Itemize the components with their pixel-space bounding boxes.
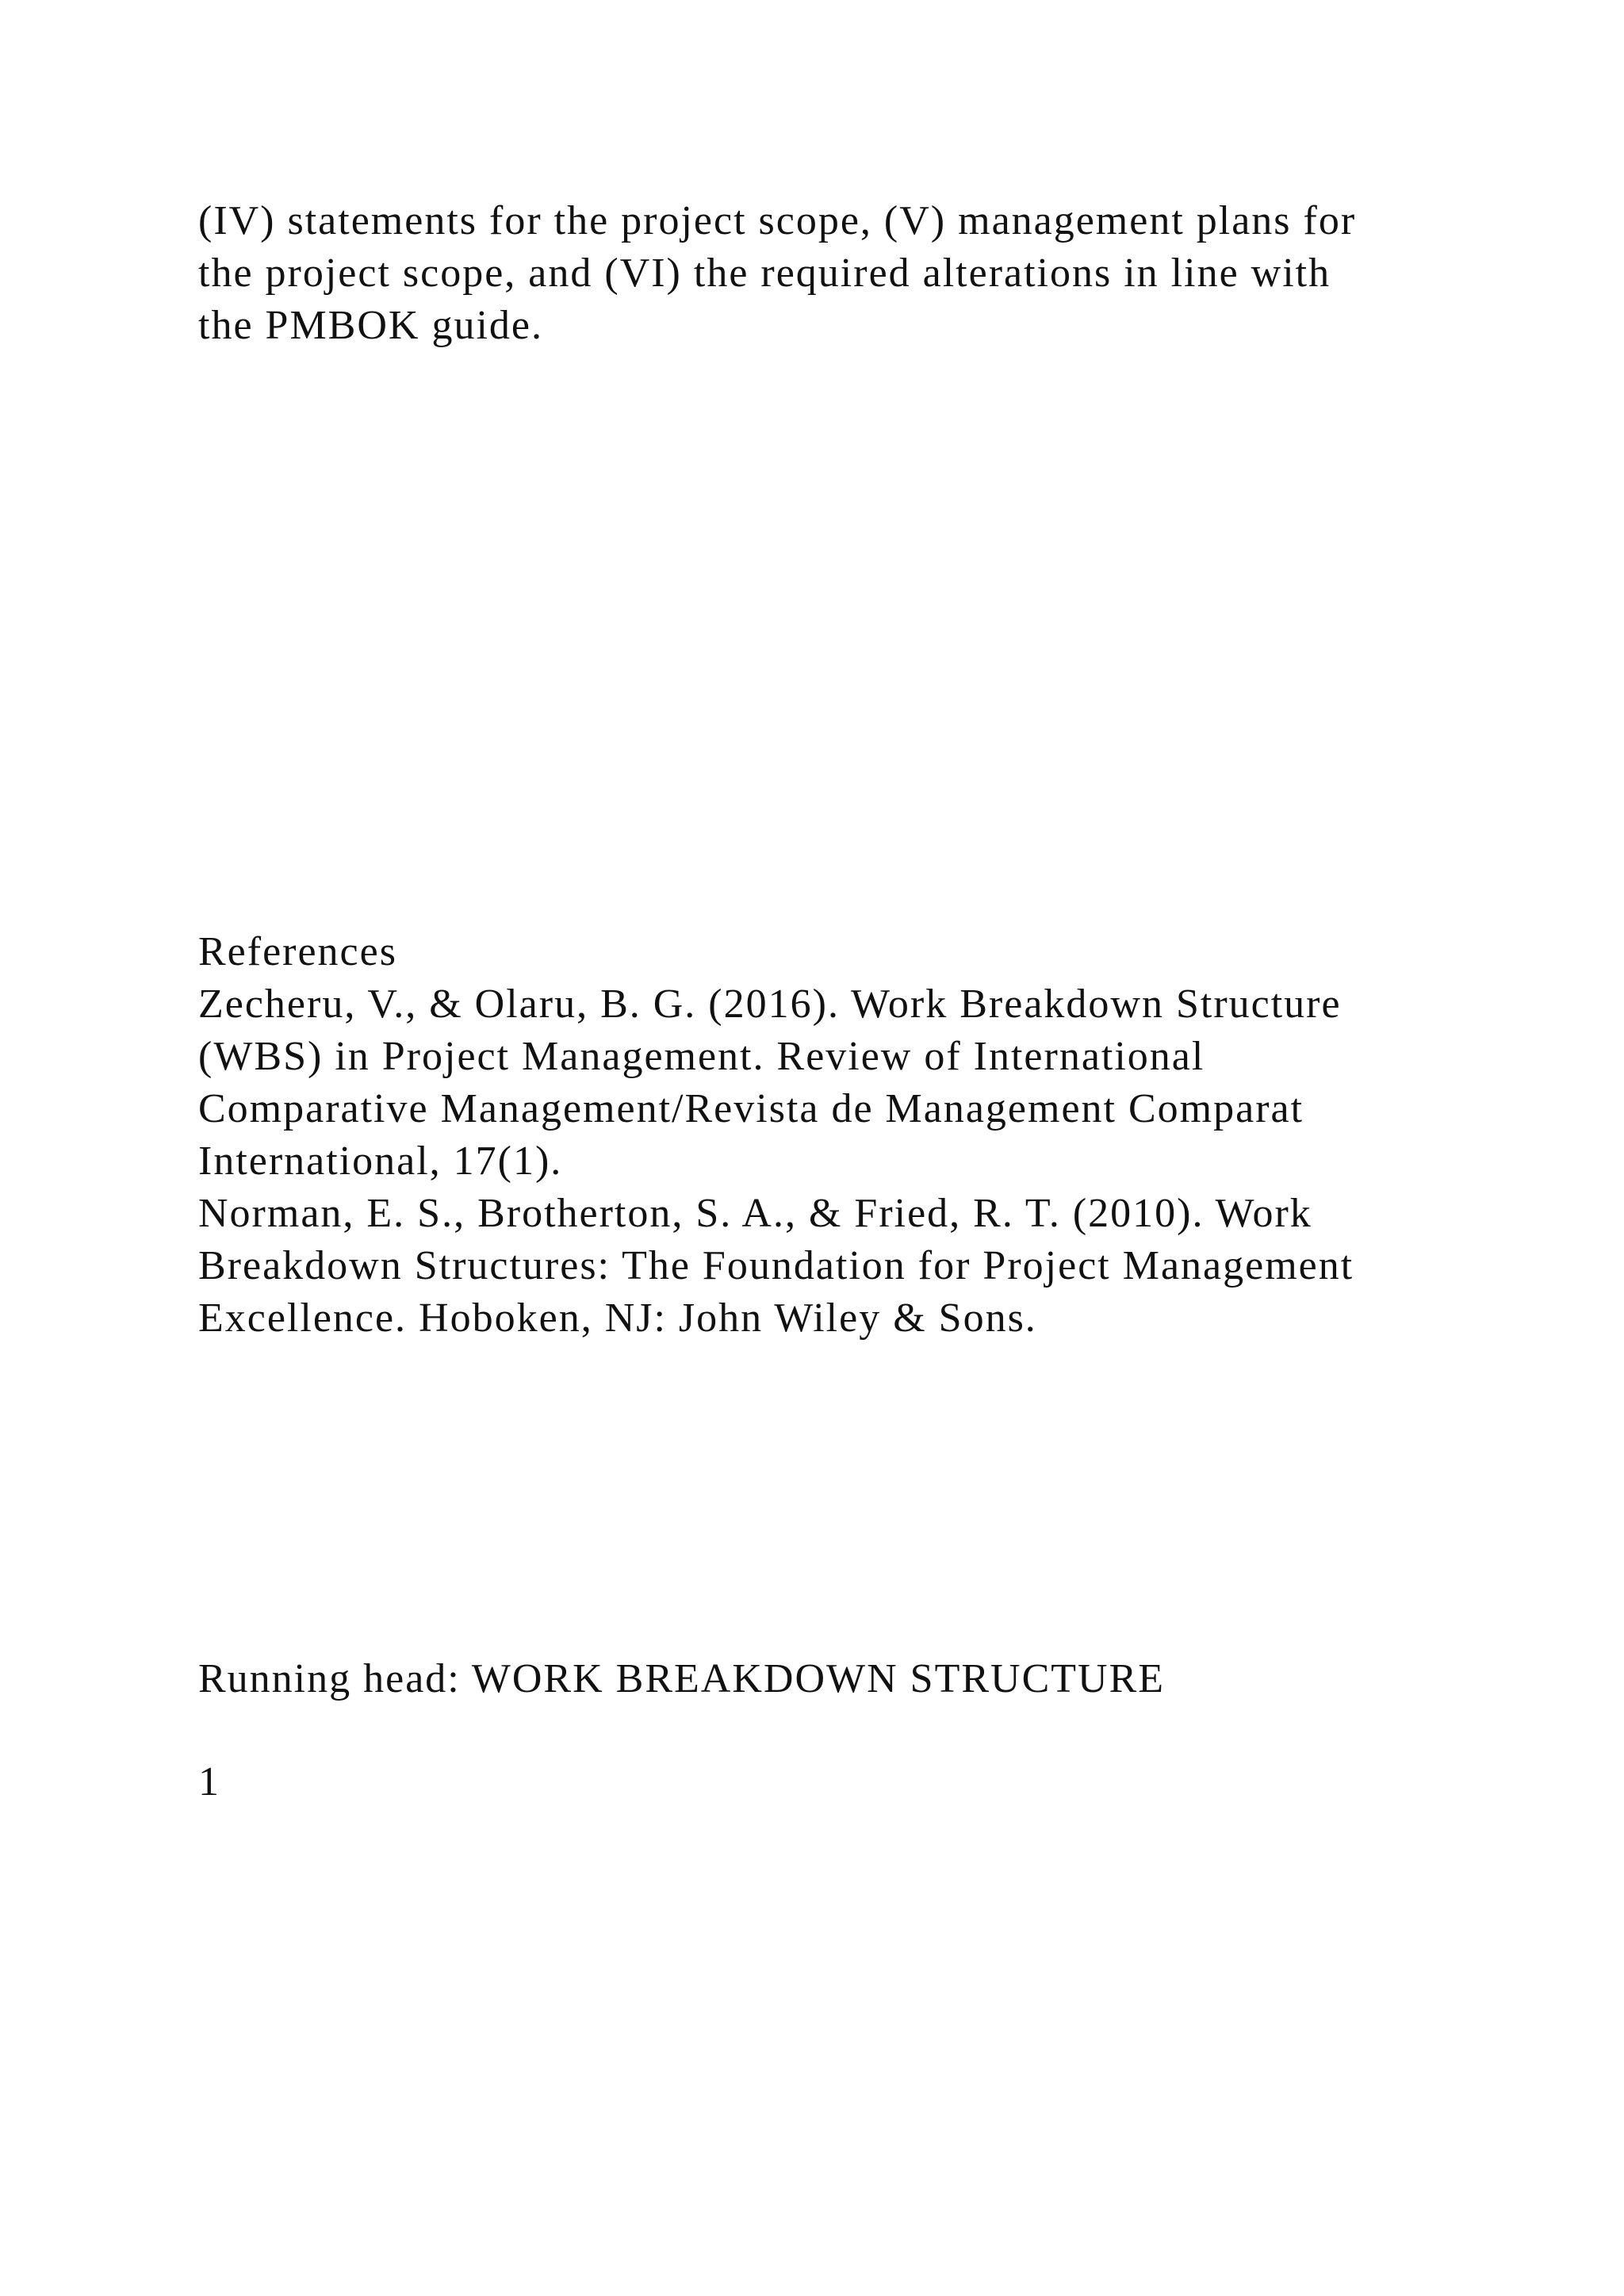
text-line: (WBS) in Project Management. Review of International — [198, 1034, 1205, 1079]
running-head-text: Running head: WORK BREAKDOWN STRUCTURE — [198, 1656, 1166, 1701]
text-line: Excellence. Hoboken, NJ: John Wiley & Sons. — [198, 1295, 1037, 1341]
text-line: (IV) statements for the project scope, (V) management plans for — [198, 198, 1357, 243]
text-line: the project scope, and (VI) the required alterations in line with — [198, 251, 1331, 296]
reference-entry — [198, 1188, 1546, 1345]
intro-paragraph — [198, 195, 1546, 352]
text-line: International, 17(1). — [198, 1138, 563, 1184]
text-line: Breakdown Structures: The Foundation for Project Management — [198, 1243, 1354, 1288]
text-line: Norman, E. S., Brotherton, S. A., & Fried, R. T. (2010). Work — [198, 1191, 1312, 1236]
text-line: Comparative Management/Revista de Management Comparat — [198, 1086, 1304, 1131]
text-line: the PMBOK guide. — [198, 303, 543, 348]
references-heading: References — [198, 929, 397, 974]
page-number — [198, 1756, 1546, 1808]
text-line: Zecheru, V., & Olaru, B. G. (2016). Work Breakdown Structure — [198, 982, 1342, 1027]
references-section — [198, 926, 1546, 1345]
reference-entry — [198, 978, 1546, 1188]
page-number-text: 1 — [198, 1759, 220, 1804]
running-head — [198, 1653, 1546, 1705]
